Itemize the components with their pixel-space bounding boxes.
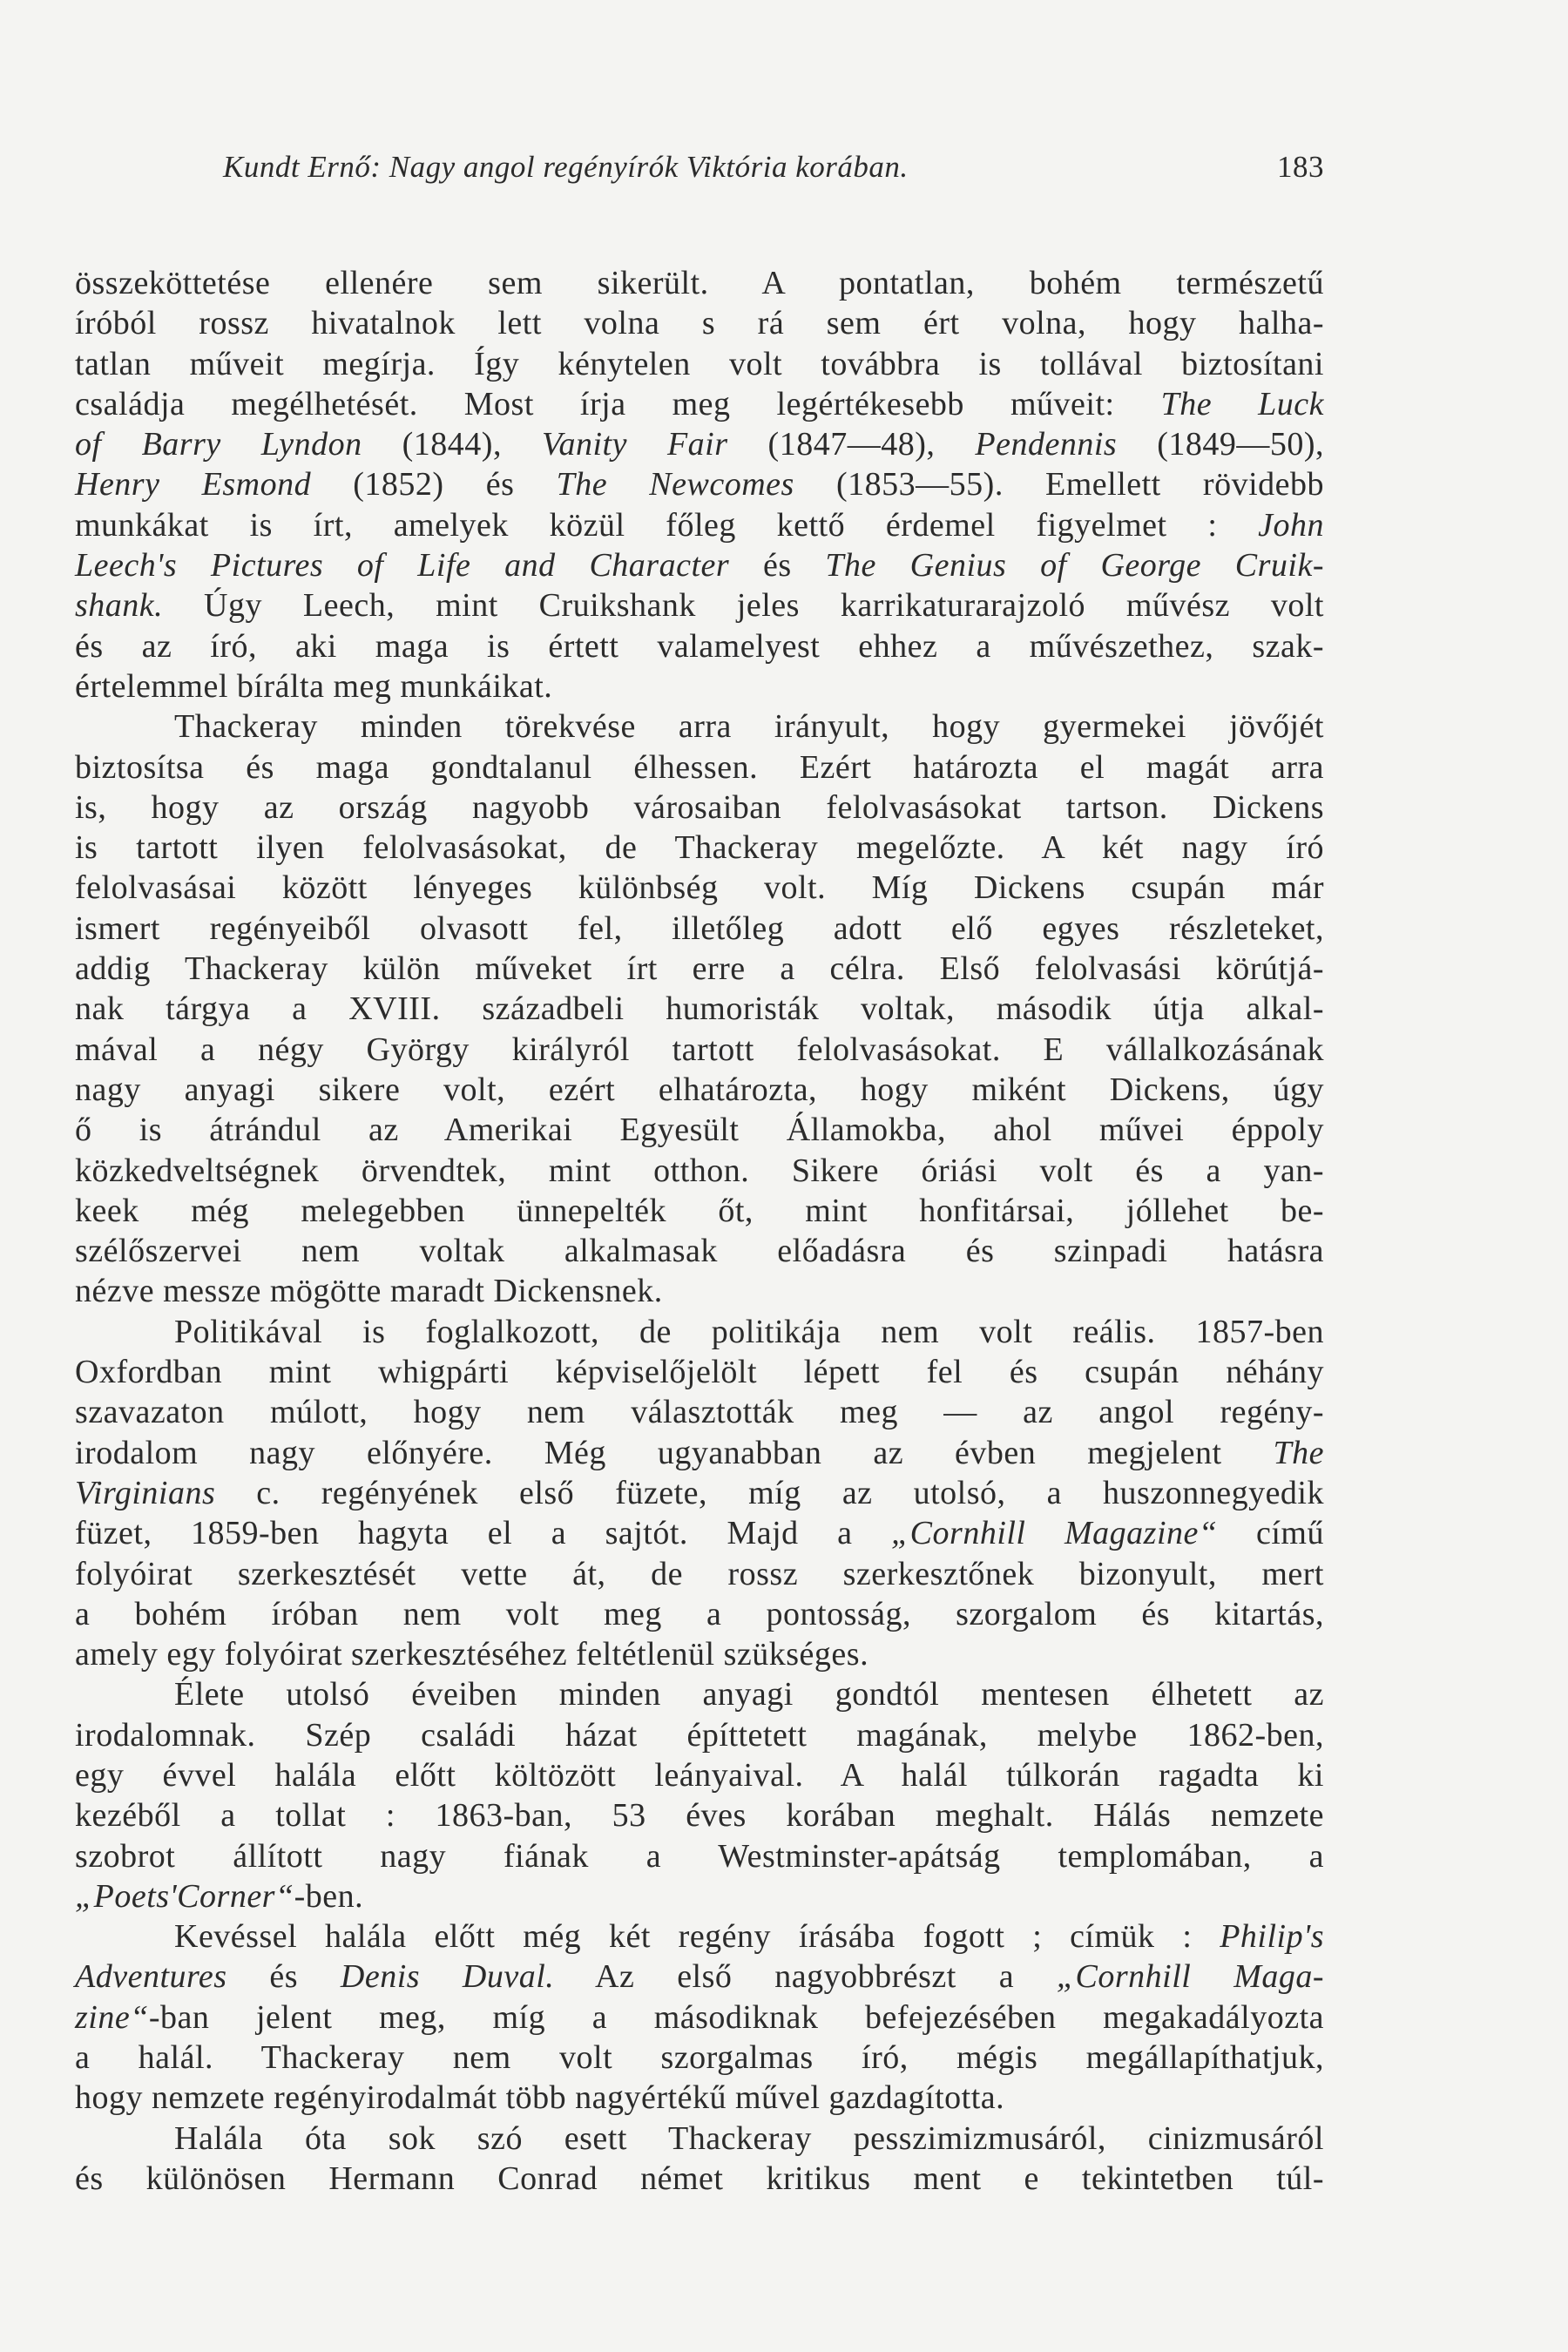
line-text: és különösen Hermann Conrad német kritikus ment e tekintetben túl- bbox=[75, 2159, 1324, 2197]
text-line bbox=[75, 1634, 1324, 1674]
text-line bbox=[75, 1030, 1324, 1070]
line-text: irodalom nagy előnyére. Még ugyanabban az évben megjelent bbox=[75, 1434, 1274, 1471]
line-text: (1852) és bbox=[311, 466, 557, 504]
italic-title-text: Leech's Pictures of Life and Character bbox=[75, 547, 730, 585]
text-line bbox=[75, 1755, 1324, 1795]
text-line bbox=[75, 1352, 1324, 1392]
line-text: tatlan műveit megírja. Így kénytelen volt továbbra is tollával biztosítani bbox=[75, 345, 1324, 382]
text-line bbox=[75, 1513, 1324, 1553]
text-line bbox=[75, 1191, 1324, 1231]
line-text: folyóirat szerkesztését vette át, de rossz szerkesztőnek bizonyult, mert bbox=[75, 1555, 1324, 1592]
text-line bbox=[75, 1674, 1324, 1714]
text-line bbox=[75, 2038, 1324, 2078]
line-text: mával a négy György királyról tartott felolvasásokat. E vállalkozásának bbox=[75, 1031, 1324, 1068]
text-line bbox=[75, 464, 1324, 504]
line-text: és bbox=[729, 547, 826, 585]
italic-title-text: Pendennis bbox=[975, 426, 1118, 463]
text-line bbox=[75, 263, 1324, 303]
text-line bbox=[75, 949, 1324, 989]
italic-title-text: „Cornhill Maga- bbox=[1056, 1958, 1325, 1996]
line-text: szavazaton múlott, hogy nem választották meg — az angol regény- bbox=[75, 1394, 1324, 1431]
line-text: Thackeray minden törekvése arra irányult, hogy gyermekei jövőjét bbox=[174, 708, 1324, 746]
line-text: közkedveltségnek örvendtek, mint otthon. Sikere óriási volt és a yan- bbox=[75, 1152, 1324, 1189]
text-line bbox=[75, 384, 1324, 424]
line-text: egy évvel halála előtt költözött leányaival. A halál túlkorán ragadta ki bbox=[75, 1756, 1324, 1794]
line-text: íróból rossz hivatalnok lett volna s rá sem ért volna, hogy halha- bbox=[75, 305, 1324, 342]
line-text: keek még melegebben ünnepelték őt, mint honfitársai, jóllehet be- bbox=[75, 1192, 1324, 1229]
line-text: szélőszervei nem voltak alkalmasak előadásra és szinpadi hatásra bbox=[75, 1233, 1324, 1270]
line-text: című bbox=[1217, 1515, 1324, 1552]
running-head-title: Kundt Ernő: Nagy angol regényírók Viktória korában. bbox=[223, 150, 909, 184]
line-text: addig Thackeray külön műveket írt erre a célra. Első felolvasási körútjá- bbox=[75, 950, 1324, 988]
line-text: -ban jelent meg, míg a másodiknak befejezésében megakadályozta bbox=[148, 1998, 1324, 2036]
italic-title-text: The Genius of George Cruik- bbox=[825, 547, 1324, 585]
text-line bbox=[75, 1392, 1324, 1432]
line-text: kezéből a tollat : 1863-ban, 53 éves korában meghalt. Hálás nemzete bbox=[75, 1797, 1324, 1835]
italic-title-text: John bbox=[1258, 506, 1324, 544]
italic-title-text: shank. bbox=[75, 587, 164, 625]
line-text: a bohém íróban nem volt meg a pontosság, szorgalom és kitartás, bbox=[75, 1595, 1324, 1632]
italic-title-text: „Poets'Corner“ bbox=[75, 1877, 294, 1915]
line-text: (1853—55). Emellett rövidebb bbox=[794, 466, 1324, 504]
text-line bbox=[75, 989, 1324, 1029]
line-text: szobrot állított nagy fiának a Westminster-apátság templomában, a bbox=[75, 1837, 1324, 1875]
line-text: ő is átrándul az Amerikai Egyesült Államokba, ahol művei éppoly bbox=[75, 1112, 1324, 1149]
text-line bbox=[75, 1594, 1324, 1634]
line-text: füzet, 1859-ben hagyta el a sajtót. Majd a bbox=[75, 1515, 892, 1552]
text-line bbox=[75, 828, 1324, 868]
text-line bbox=[75, 1836, 1324, 1876]
italic-title-text: The Luck bbox=[1160, 385, 1324, 422]
text-line bbox=[75, 1473, 1324, 1513]
text-line bbox=[75, 1151, 1324, 1191]
line-text: irodalomnak. Szép családi házat építtetett magának, melybe 1862-ben, bbox=[75, 1716, 1324, 1754]
line-text: Élete utolsó éveiben minden anyagi gondtól mentesen élhetett az bbox=[174, 1676, 1324, 1713]
line-text: hogy nemzete regényirodalmát több nagyértékű művel gazdagította. bbox=[75, 2079, 1005, 2117]
text-line bbox=[75, 2119, 1324, 2159]
line-text: Politikával is foglalkozott, de politikája nem volt reális. 1857-ben bbox=[174, 1313, 1324, 1350]
italic-title-text: Virginians bbox=[75, 1474, 216, 1511]
italic-title-text: Philip's bbox=[1220, 1918, 1324, 1956]
text-line bbox=[75, 424, 1324, 464]
text-line bbox=[75, 1231, 1324, 1271]
text-line bbox=[75, 1876, 1324, 1916]
line-text: ismert regényeiből olvasott fel, illetőleg adott elő egyes részleteket, bbox=[75, 909, 1324, 947]
text-line bbox=[75, 706, 1324, 747]
text-line bbox=[75, 1795, 1324, 1835]
italic-title-text: The Newcomes bbox=[556, 466, 794, 504]
line-text: munkákat is írt, amelyek közül főleg kettő érdemel figyelmet : bbox=[75, 506, 1259, 544]
line-text: értelemmel bírálta meg munkáikat. bbox=[75, 667, 553, 705]
text-line bbox=[75, 1997, 1324, 2038]
text-line bbox=[75, 1554, 1324, 1594]
line-text: -ben. bbox=[294, 1877, 364, 1915]
line-text: is tartott ilyen felolvasásokat, de Thackeray megelőzte. A két nagy író bbox=[75, 829, 1324, 867]
text-line bbox=[75, 626, 1324, 666]
text-line bbox=[75, 909, 1324, 949]
line-text: (1844), bbox=[362, 426, 542, 463]
text-line bbox=[75, 1271, 1324, 1311]
line-text: összeköttetése ellenére sem sikerült. A pontatlan, bohém természetű bbox=[75, 265, 1324, 301]
line-text: c. regényének első füzete, míg az utolsó, a huszonnegyedik bbox=[215, 1474, 1324, 1511]
line-text: és bbox=[226, 1958, 341, 1996]
line-text: (1849—50), bbox=[1117, 426, 1324, 463]
text-line bbox=[75, 344, 1324, 384]
text-line bbox=[75, 787, 1324, 828]
line-text: a halál. Thackeray nem volt szorgalmas író, mégis megállapíthatjuk, bbox=[75, 2039, 1324, 2077]
page-number: 183 bbox=[1277, 150, 1324, 184]
line-text: Kevéssel halála előtt még két regény írásába fogott ; címük : bbox=[174, 1918, 1220, 1956]
text-line bbox=[75, 505, 1324, 545]
italic-title-text: Vanity Fair bbox=[541, 426, 728, 463]
line-text: nézve messze mögötte maradt Dickensnek. bbox=[75, 1273, 663, 1310]
line-text: és az író, aki maga is értett valamelyest ehhez a művészethez, szak- bbox=[75, 627, 1324, 665]
text-line bbox=[75, 1715, 1324, 1755]
text-line bbox=[75, 2159, 1324, 2199]
line-text: (1847—48), bbox=[727, 426, 976, 463]
line-text: nak tárgya a XVIII. századbeli humoristák voltak, második útja alkal- bbox=[75, 990, 1324, 1028]
line-text: felolvasásai között lényeges különbség volt. Míg Dickens csupán már bbox=[75, 869, 1324, 907]
line-text: nagy anyagi sikere volt, ezért elhatározta, hogy miként Dickens, úgy bbox=[75, 1071, 1324, 1108]
italic-title-text: Denis Duval. bbox=[340, 1958, 555, 1996]
text-line bbox=[75, 1433, 1324, 1473]
italic-title-text: zine“ bbox=[75, 1998, 149, 2036]
text-line bbox=[75, 1957, 1324, 1997]
text-line bbox=[75, 585, 1324, 625]
italic-title-text: The bbox=[1273, 1434, 1324, 1471]
running-head bbox=[174, 150, 1324, 193]
text-line bbox=[75, 868, 1324, 908]
italic-title-text: Henry Esmond bbox=[75, 466, 312, 504]
text-line bbox=[75, 1312, 1324, 1352]
text-line bbox=[75, 666, 1324, 706]
italic-title-text: Adventures bbox=[75, 1958, 227, 1996]
body-text bbox=[75, 263, 1324, 2199]
line-text: biztosítsa és maga gondtalanul élhessen. Ezért határozta el magát arra bbox=[75, 748, 1324, 786]
text-line bbox=[75, 1110, 1324, 1150]
text-line bbox=[75, 303, 1324, 343]
italic-title-text: of Barry Lyndon bbox=[75, 426, 362, 463]
line-text: Az első nagyobbrészt a bbox=[554, 1958, 1057, 1996]
text-line bbox=[75, 747, 1324, 787]
line-text: családja megélhetését. Most írja meg legértékesebb műveit: bbox=[75, 385, 1161, 422]
line-text: Halála óta sok szó esett Thackeray pesszimizmusáról, cinizmusáról bbox=[174, 2119, 1324, 2157]
text-line bbox=[75, 1070, 1324, 1110]
text-line bbox=[75, 2078, 1324, 2118]
line-text: is, hogy az ország nagyobb városaiban felolvasásokat tartson. Dickens bbox=[75, 788, 1324, 826]
line-text: Úgy Leech, mint Cruikshank jeles karrikaturarajzoló művész volt bbox=[163, 587, 1324, 625]
text-line bbox=[75, 1916, 1324, 1957]
text-line bbox=[75, 545, 1324, 585]
line-text: amely egy folyóirat szerkesztéséhez feltétlenül szükséges. bbox=[75, 1636, 869, 1673]
line-text: Oxfordban mint whigpárti képviselőjelölt lépett fel és csupán néhány bbox=[75, 1354, 1324, 1391]
italic-title-text: „Cornhill Magazine“ bbox=[891, 1515, 1218, 1552]
